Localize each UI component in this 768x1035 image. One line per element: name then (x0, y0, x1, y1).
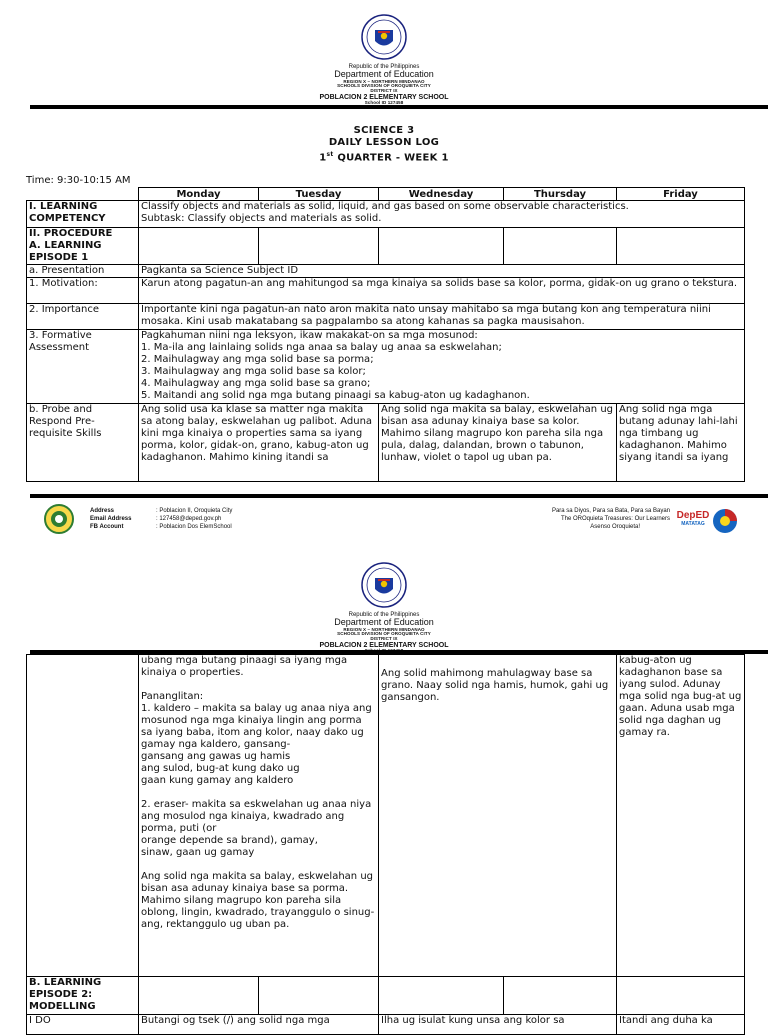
footer-motto: Para sa Diyos, Para sa Bata, Para sa Bayan The OROquieta Treasures: Our Learners Asenso Oroquieta! (551, 508, 670, 530)
department-text: Department of Education (334, 69, 434, 80)
page1-letterhead (0, 14, 768, 106)
formative-row (27, 330, 745, 404)
probe-monday: Ang solid usa ka klase sa matter nga makita sa atong balay, eskwelahan ug palibot. Aduna kini mga kinaiya o properties sama sa iyang porma, kolor, gidak-on, grano, kabug-aton ug kadaghanon. Mahimo kining itandi sa (139, 404, 379, 482)
time-label: Time: 9:30-10:15 AM (26, 175, 131, 186)
ido-monday: Butangi og tsek (/) ang solid nga mga (139, 1015, 379, 1035)
importance-row (27, 304, 745, 330)
deped-seal-icon (361, 562, 407, 612)
footer-rule (30, 494, 768, 498)
district-text: DISTRICT IX (370, 88, 398, 94)
presentation-row (27, 265, 745, 278)
probe-continued-row (27, 655, 745, 977)
division-text: SCHOOLS DIVISION OF OROQUIETA CITY (337, 83, 431, 89)
probe-row (27, 404, 745, 482)
footer-address: : Poblacion II, Oroquieta City (156, 508, 233, 514)
probe-friday: Ang solid nga mga butang adunay lahi-lahi nga timbang ug kadaghanon. Mahimo siyang itandi sa iyang (617, 404, 745, 482)
region-text: REGION X – NORTHERN MINDANAO (343, 78, 425, 84)
page2-letterhead: Republic of the Philippines Department of Education REGION X – NORTHERN MINDANAO SCHOOLS DIVISION OF OROQUIETA CITY DISTRICT IX POBLACION 2 ELEMENTARY SCHOOL (0, 562, 768, 654)
motivation-row (27, 278, 745, 304)
presentation-text: Pagkanta sa Science Subject ID (139, 265, 745, 278)
dll-table-page2 (26, 654, 745, 1035)
log-title: DAILY LESSON LOG (328, 137, 440, 148)
day-tuesday: Tuesday (259, 188, 379, 201)
footer-email[interactable]: : 127458@deped.gov.ph (156, 516, 222, 522)
competency-row (27, 201, 745, 228)
subject-title: SCIENCE 3 (353, 125, 415, 136)
school-name: POBLACION 2 ELEMENTARY SCHOOL (319, 93, 449, 101)
header-rule (30, 105, 768, 109)
formative-text: Pagkahuman niini nga leksyon, ikaw makakat-on sa mga mosunod: 1. Ma-ila ang lainlaing solids nga anaa sa balay ug anaa sa eskwelahan; 2. Maihulagway ang mga solid base sa porma; 3. Maihulagway ang mga solid base sa kolor; 4. Maihulagway ang mga solid base sa grano; 5. Maitandi ang solid nga mga butang pinaagi sa kabug-aton ug kadaghanon. (139, 330, 745, 404)
presentation-label: a. Presentation (27, 265, 139, 278)
motivation-text: Karun atong pagatun-an ang mahitungod sa mga kinaiya sa solids base sa kolor, porma, gidak-on ug grano o tekstura. (139, 278, 745, 304)
procedure-row (27, 228, 745, 265)
ido-friday: Itandi ang duha ka (617, 1015, 745, 1035)
procedure-label: II. PROCEDURE A. LEARNING EPISODE 1 (27, 228, 139, 265)
day-thursday: Thursday (504, 188, 617, 201)
probe-label: b. Probe and Respond Pre-requisite Skills (27, 404, 139, 482)
ido-row (27, 1015, 745, 1035)
competency-label: I. LEARNING COMPETENCY (27, 201, 139, 228)
competency-text: Classify objects and materials as solid, liquid, and gas based on some observable characteristics. Subtask: Classify objects and materials as solid. (139, 201, 745, 228)
day-wednesday: Wednesday (379, 188, 504, 201)
footer-fb[interactable]: : Poblacion Dos ElemSchool (156, 524, 232, 530)
dll-table-page1 (26, 187, 745, 482)
days-header-row (27, 188, 745, 201)
deped-seal-icon (361, 14, 407, 64)
ido-wednesday: Ilha ug isulat kung unsa ang kolor sa (379, 1015, 617, 1035)
school-id: School ID 127458 (364, 100, 404, 106)
republic-text: Republic of the Philippines (348, 64, 420, 70)
probe-wednesday-continued: Ang solid mahimong mahulagway base sa grano. Naay solid nga hamis, humok, gahi ug gansangon. (379, 655, 617, 977)
motivation-label: 1. Motivation: (27, 278, 139, 304)
quarter-title: 1st QUARTER - WEEK 1 (319, 151, 449, 164)
episode2-label: B. LEARNING EPISODE 2: MODELLING (27, 977, 139, 1015)
probe-wednesday: Ang solid nga makita sa balay, eskwelahan ug bisan asa adunay kinaiya base sa kolor. Mahimo silang magrupo kon pareha sila nga pula, dalag, dalandan, brown o tabunon, lunhaw, violet o tapol ug uban pa. (379, 404, 617, 482)
day-friday: Friday (617, 188, 745, 201)
probe-friday-continued: kabug-aton ug kadaghanon base sa iyang sulod. Adunay mga solid nga bug-at ug gaan. Aduna usab mga solid nga daghan ug gamay ra. (617, 655, 745, 977)
formative-label: 3. Formative Assessment (27, 330, 139, 404)
importance-label: 2. Importance (27, 304, 139, 330)
episode2-row (27, 977, 745, 1015)
footer-contacts: Address : Poblacion II, Oroquieta City Email Address : 127458@deped.gov.ph FB Account : Poblacion Dos ElemSchool (90, 508, 233, 530)
importance-text: Importante kini nga pagatun-an nato aron makita nato unsay mahitabo sa mga butang kon ang temperatura niini mosaka. Kini usab makatabang sa pagpalambo sa atong kahanas sa pagka mausisahon. (139, 304, 745, 330)
probe-monday-continued: ubang mga butang pinaagi sa iyang mga kinaiya o properties. Pananglitan: 1. kaldero – makita sa balay ug anaa niya ang mosunod nga mga kinaiya lingin ang porma sa iyang baba, itom ang kolor, naay dako ug gamay nga kaldero, gansang- gansang ang gawas ug hamis ang sulod, bug-at kung dako ug gaan kung gamay ang kaldero 2. eraser- makita sa eskwelahan ug anaa niya ang mosulod nga kinaiya, kwadrado ang porma, puti (or orange depende sa brand), gamay, sinaw, gaan ug gamay Ang solid nga makita sa balay, eskwelahan ug bisan asa adunay kinaiya base sa porma. Mahimo silang magrupo kon pareha sila oblong, lingin, kwadrado, trayanggulo o sinug-ang, rektanggulo ug uban pa. (139, 655, 379, 977)
title-block (0, 125, 768, 164)
ido-label: I DO (27, 1015, 139, 1035)
bagong-pilipinas-icon (712, 508, 738, 538)
day-monday: Monday (139, 188, 259, 201)
deped-matatag-logo: DepED MATATAG (676, 510, 710, 527)
school-logo-icon (44, 504, 74, 538)
